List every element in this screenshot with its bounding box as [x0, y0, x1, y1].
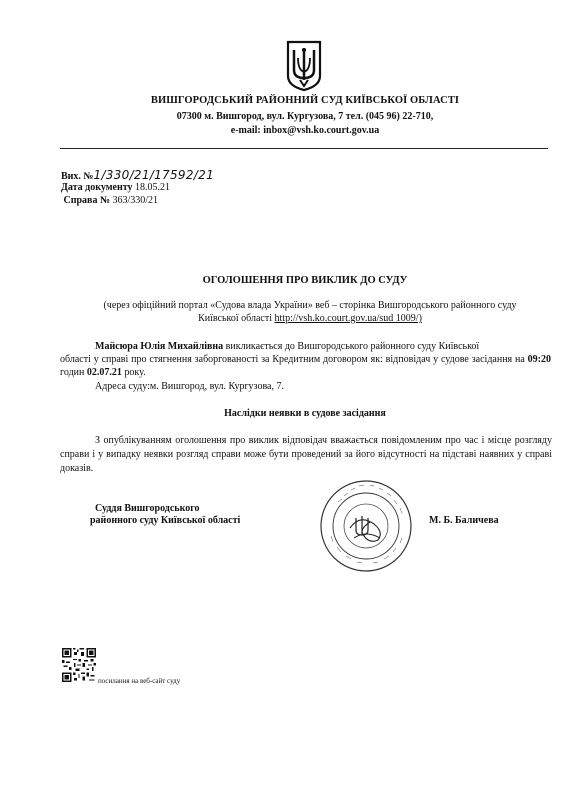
case-number-label: Справа №	[63, 195, 110, 206]
court-email: e-mail: inbox@vsh.ko.court.gov.ua	[230, 125, 380, 136]
court-website-link[interactable]: http://vsh.ko.court.gov.ua/sud 1009/)	[274, 313, 422, 324]
consequences-paragraph: З опублікуванням оголошення про виклик відповідач вважається повідомленим про час і місце розгляду справи і у випадку неявки розгляд справи може бути проведений за його відсутності на підставі наявних у справі доказів.	[60, 435, 552, 474]
portal-note	[60, 299, 560, 325]
judge-title-line2: районного суду Київської області	[90, 515, 241, 526]
court-name: ВИШГОРОДСЬКИЙ РАЙОННИЙ СУД КИЇВСЬКОЇ ОБЛАСТІ	[150, 95, 460, 106]
qr-code-icon[interactable]	[62, 648, 96, 682]
court-hearing-address: Адреса суду:м. Вишгород, вул. Кургузова, 7.	[95, 381, 284, 392]
hearing-time-suffix: годин	[60, 367, 87, 378]
summons-paragraph	[60, 340, 551, 379]
notice-title: ОГОЛОШЕННЯ ПРО ВИКЛИК ДО СУДУ	[202, 275, 408, 286]
outgoing-number-label: Вих. №	[61, 171, 94, 182]
trident-emblem-icon	[286, 40, 322, 92]
hearing-date: 02.07.21	[86, 367, 122, 378]
court-seal-icon	[318, 478, 414, 574]
judge-name: М. Б. Баличева	[429, 515, 499, 526]
judge-title-line1: Суддя Вишгородського	[95, 503, 200, 514]
outgoing-number-handwritten: 1/330/21/17592/21	[93, 168, 215, 182]
hearing-date-suffix: року.	[121, 367, 146, 378]
summons-text-part2: області у справі про стягнення заборгованості за Кредитним договором як: відповідач у судове засідання на	[60, 354, 528, 365]
summons-text-part1: викликається до Вишгородського районного суду Київської	[223, 341, 480, 352]
person-name: Майсюра Юлія Михайлівна	[95, 341, 224, 352]
portal-note-line1: (через офіційний портал «Судова влада України» веб – сторінка Вишгородського районного суду	[103, 300, 517, 311]
portal-note-prefix: Київської області	[198, 313, 275, 324]
consequences-heading: Наслідки неявки в судове засідання	[224, 408, 386, 419]
court-address: 07300 м. Вишгород, вул. Кургузова, 7 тел. (045 96) 22-710,	[176, 111, 434, 122]
case-number-line	[61, 195, 158, 206]
case-number-value: 363/330/21	[112, 195, 159, 206]
portal-note-line2	[60, 312, 560, 325]
outgoing-number-line	[61, 168, 214, 182]
document-date-line	[61, 182, 170, 193]
hearing-time: 09:20	[527, 354, 551, 365]
qr-caption: посилання на веб-сайт суду	[98, 677, 181, 685]
header-divider	[60, 148, 548, 149]
document-date-value: 18.05.21	[135, 182, 170, 193]
document-date-label: Дата документу	[61, 182, 133, 193]
